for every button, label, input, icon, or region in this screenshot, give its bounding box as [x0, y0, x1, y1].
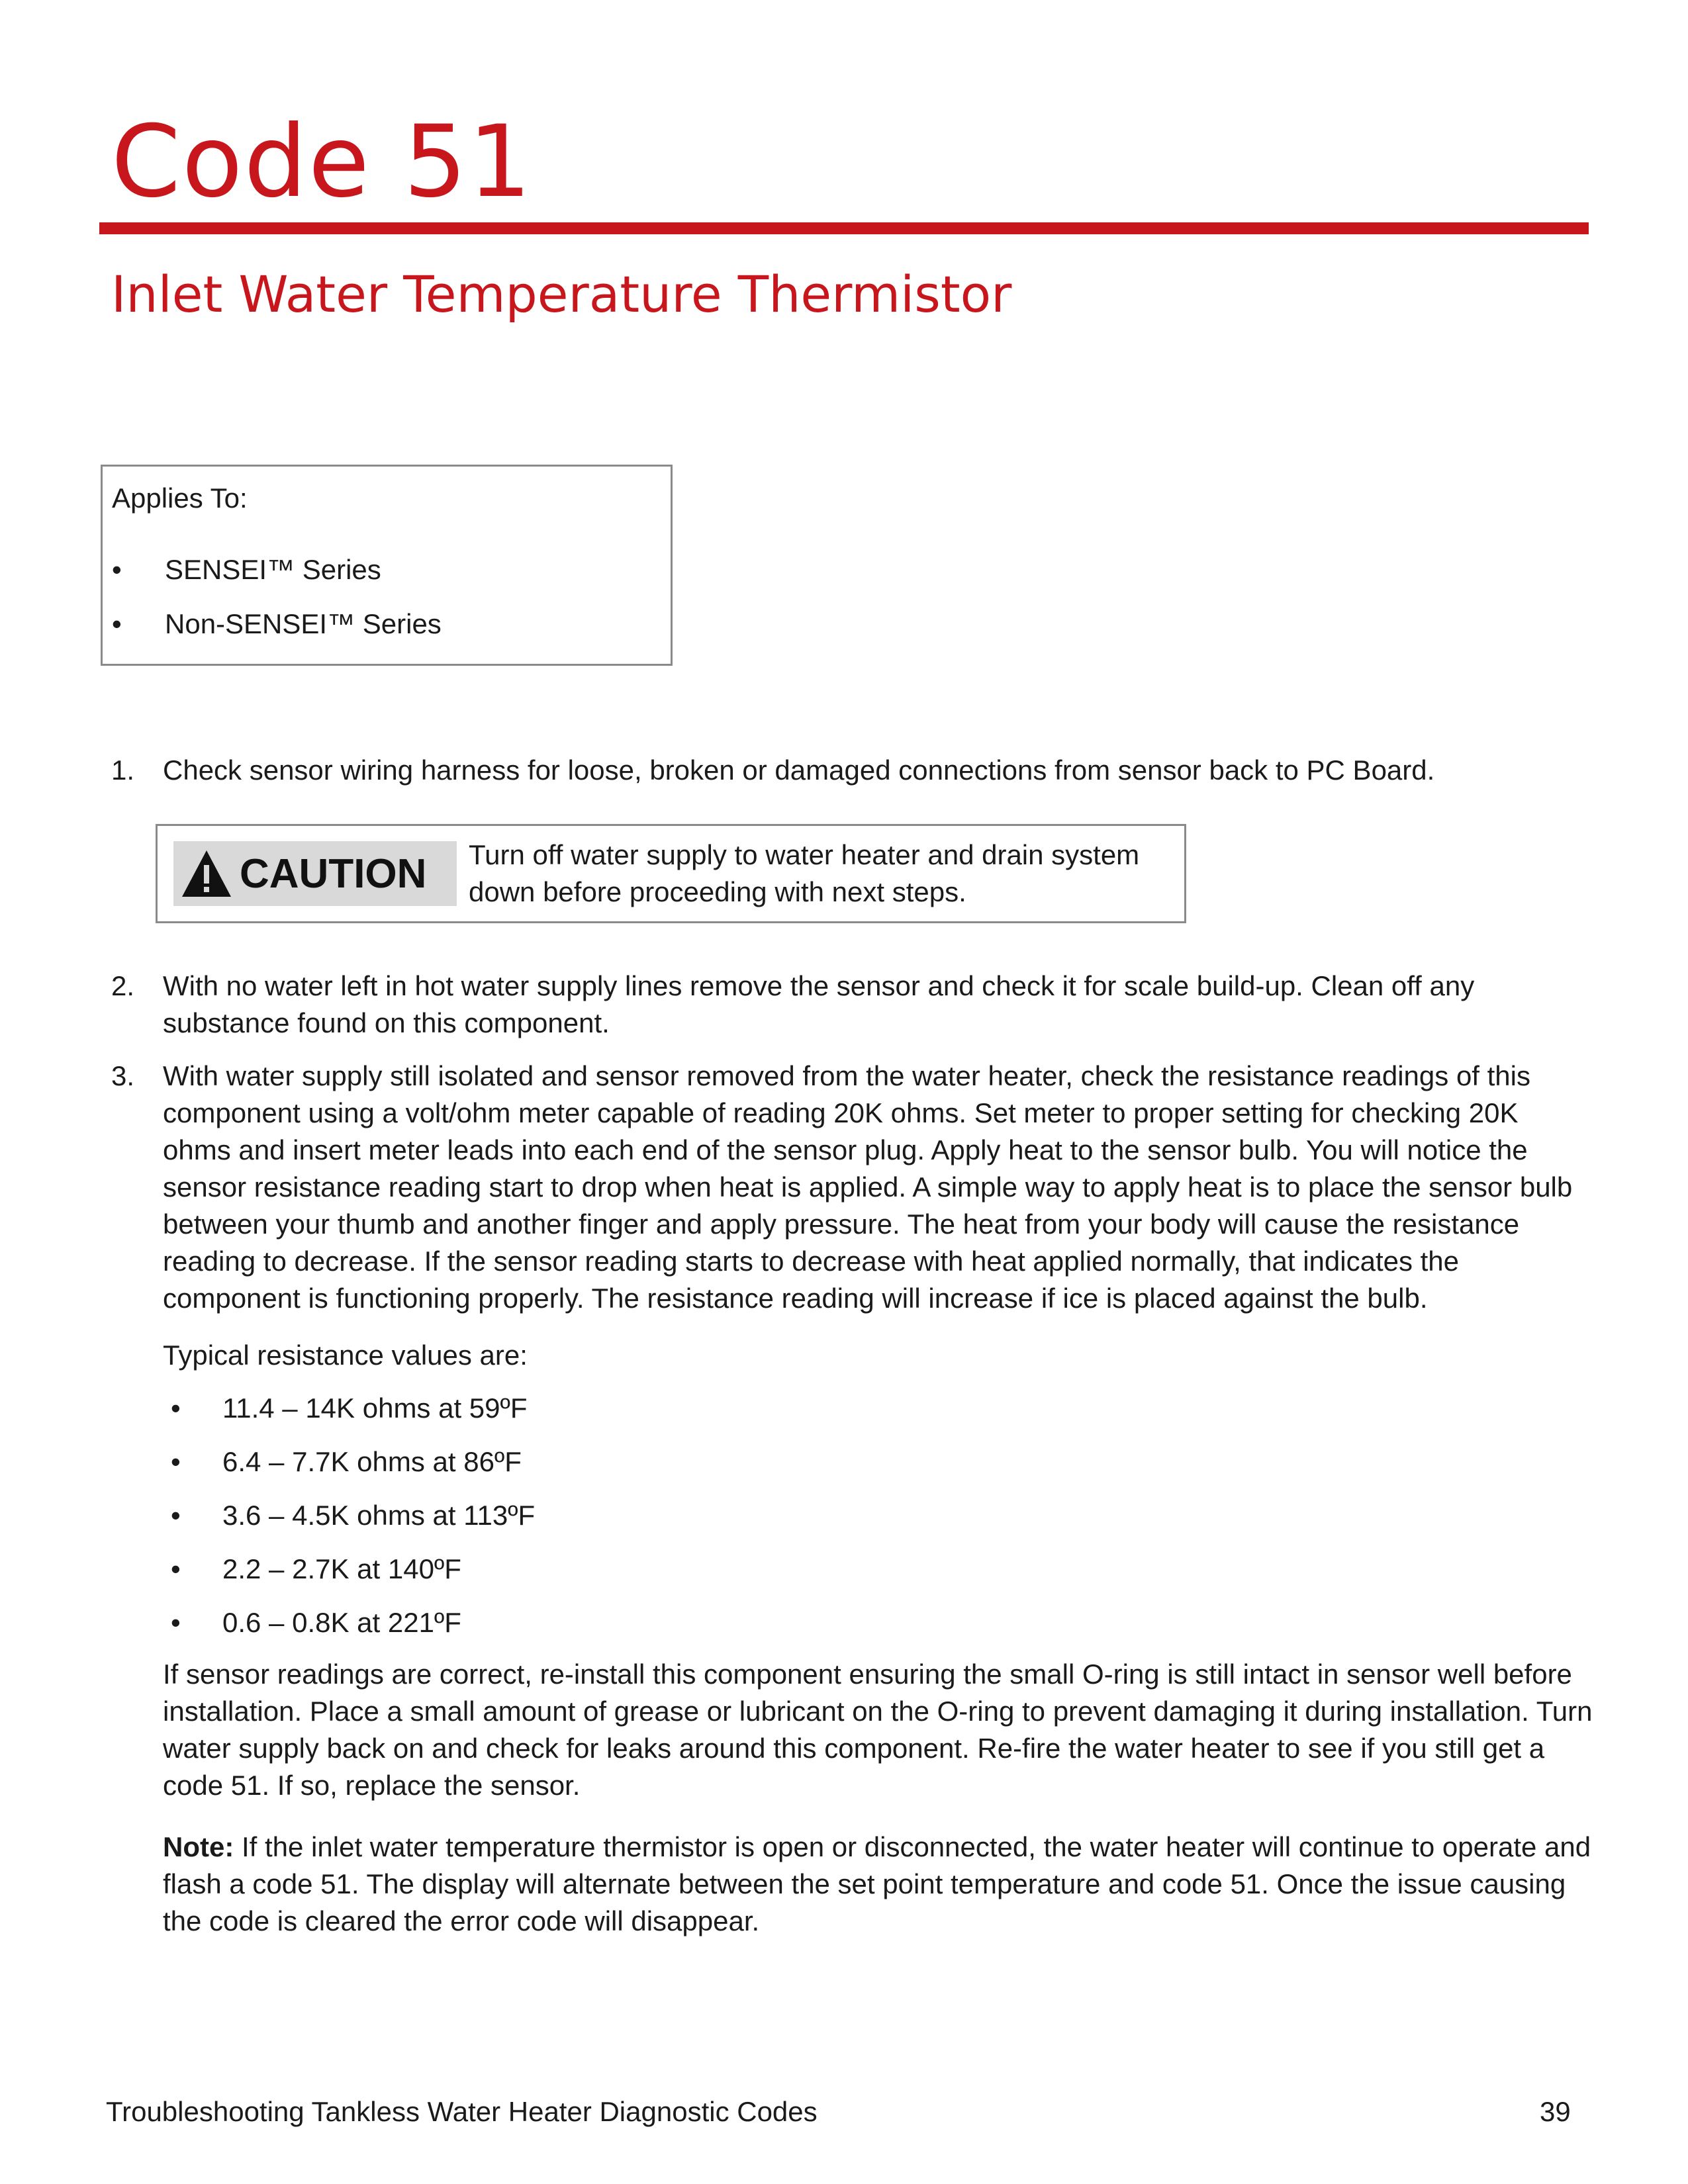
- page-number: 39: [1540, 2096, 1571, 2127]
- bullet-icon: •: [171, 1553, 181, 1584]
- step-text: With no water left in hot water supply lines remove the sensor and check it for scale build-up. Clean off any substance found on this component.: [163, 970, 1475, 1038]
- caution-label: CAUTION: [240, 851, 427, 897]
- step-text: Check sensor wiring harness for loose, broken or damaged connections from sensor back to PC Board.: [163, 754, 1435, 786]
- resistance-value: 6.4 – 7.7K ohms at 86ºF: [222, 1446, 522, 1477]
- resistance-value: 11.4 – 14K ohms at 59ºF: [222, 1392, 528, 1424]
- warning-triangle-icon: [180, 848, 233, 901]
- note-text: If the inlet water temperature thermistor is open or disconnected, the water heater will continue to operate and flash a code 51. The display will alternate between the set point temperature and code 51. Once the issue causing the code is cleared the error code will disappear.: [163, 1831, 1591, 1936]
- list-item: [171, 1443, 522, 1480]
- page-title: Code 51: [111, 105, 533, 220]
- bullet-icon: •: [171, 1392, 181, 1424]
- applies-item-label: Non-SENSEI™ Series: [165, 608, 442, 639]
- note-paragraph: [163, 1829, 1593, 1940]
- step-number: 3.: [111, 1060, 135, 1091]
- list-item: [171, 1390, 528, 1427]
- resistance-value: 0.6 – 0.8K at 221ºF: [222, 1607, 461, 1638]
- bullet-icon: •: [171, 1446, 181, 1477]
- list-item: [171, 1497, 535, 1534]
- resistance-value: 3.6 – 4.5K ohms at 113ºF: [222, 1500, 536, 1531]
- step-text: With water supply still isolated and sensor removed from the water heater, check the resistance readings of this component using a volt/ohm meter capable of reading 20K ohms. Set meter to proper setting for checking 20K ohms and insert meter leads into each end of the sensor plug. Apply heat to the sensor bulb. You will notice the sensor resistance reading start to drop when heat is applied. A simple way to apply heat is to place the sensor bulb between your thumb and another finger and apply pressure. The heat from your body will cause the resistance reading to decrease. If the sensor reading starts to decrease with heat applied normally, that indicates the component is functioning properly. The resistance reading will increase if ice is placed against the bulb.: [163, 1060, 1573, 1314]
- bullet-icon: •: [112, 554, 122, 585]
- list-item: [171, 1551, 461, 1588]
- list-item: [112, 551, 381, 588]
- list-item: [171, 1604, 461, 1641]
- title-divider: [99, 222, 1589, 234]
- step-number: 2.: [111, 970, 135, 1001]
- bullet-icon: •: [171, 1607, 181, 1638]
- applies-to-label: Applies To:: [112, 482, 248, 514]
- caution-badge: [173, 841, 457, 906]
- caution-text: Turn off water supply to water heater and drain system down before proceeding with next steps.: [469, 839, 1140, 907]
- note-label: Note:: [163, 1831, 234, 1862]
- resistance-intro: Typical resistance values are:: [163, 1340, 528, 1371]
- list-item: [112, 606, 442, 643]
- page-subtitle: Inlet Water Temperature Thermistor: [111, 265, 1012, 324]
- bullet-icon: •: [112, 608, 122, 639]
- footer-doc-title: Troubleshooting Tankless Water Heater Diagnostic Codes: [106, 2096, 818, 2127]
- applies-item-label: SENSEI™ Series: [165, 554, 381, 585]
- caution-box: [156, 824, 1186, 923]
- step-number: 1.: [111, 754, 135, 786]
- resistance-value: 2.2 – 2.7K at 140ºF: [222, 1553, 461, 1584]
- reinstall-paragraph: If sensor readings are correct, re-install this component ensuring the small O-ring is still intact in sensor well before installation. Place a small amount of grease or lubricant on the O-ring to prevent damaging it during installation. Turn water supply back on and check for leaks around this component. Re-fire the water heater to see if you still get a code 51. If so, replace the sensor.: [163, 1659, 1593, 1801]
- applies-to-box: [101, 465, 673, 666]
- bullet-icon: •: [171, 1500, 181, 1531]
